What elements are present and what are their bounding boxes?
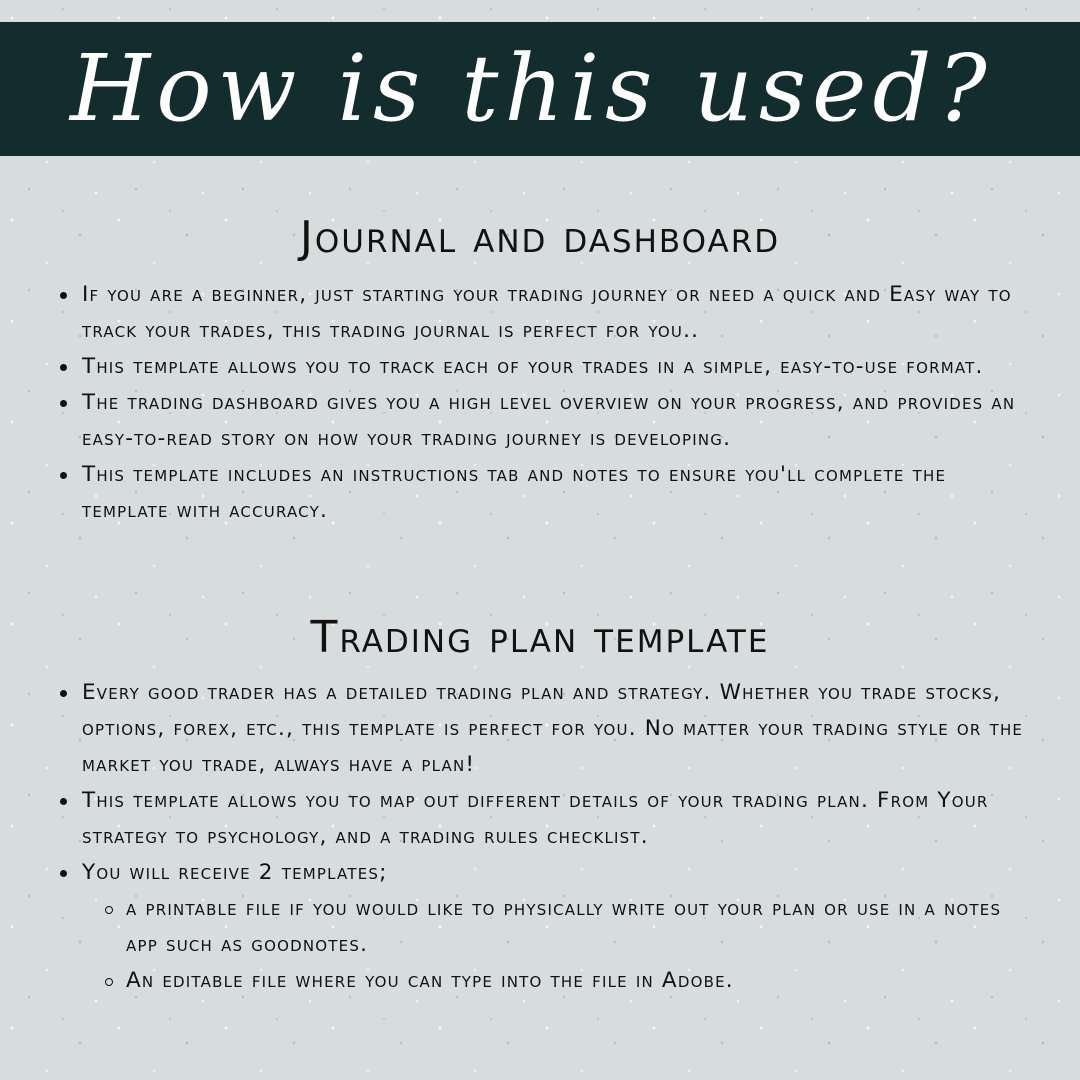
list-item — [0, 457, 1080, 529]
sub-list-item-text: An editable file where you can type into the file in Adobe. — [126, 968, 734, 993]
title-banner — [0, 22, 1080, 156]
sub-bullet-list — [82, 891, 1034, 999]
sub-list-item — [82, 963, 1034, 999]
sub-list-item — [82, 891, 1034, 963]
list-item — [0, 349, 1080, 385]
bullet-icon — [60, 292, 67, 299]
bullet-icon — [60, 798, 67, 805]
bullet-icon — [60, 870, 67, 877]
list-item-text: The trading dashboard gives you a high level overview on your progress, and provides an easy-to-read story on how your trading journey is developing. — [82, 390, 1016, 451]
bullet-icon — [60, 400, 67, 407]
list-item-text: This template includes an instructions tab and notes to ensure you'll complete the template with accuracy. — [82, 462, 947, 523]
bullet-icon — [60, 690, 67, 697]
bullet-list — [0, 675, 1080, 999]
bullet-icon — [60, 472, 67, 479]
section-trading-plan — [0, 612, 1080, 999]
bullet-icon — [60, 364, 67, 371]
section-heading: Trading plan template — [310, 612, 770, 663]
hollow-bullet-icon — [105, 906, 113, 914]
list-item — [0, 385, 1080, 457]
page-title: How is this used? — [70, 35, 993, 142]
list-item-text: This template allows you to track each of your trades in a simple, easy-to-use format. — [82, 354, 984, 379]
list-item — [0, 783, 1080, 855]
list-item — [0, 675, 1080, 783]
hollow-bullet-icon — [105, 978, 113, 986]
section-heading: Journal and dashboard — [299, 212, 781, 263]
list-item-text: If you are a beginner, just starting your trading journey or need a quick and Easy way to track your trades, this trading journal is perfect for you.. — [82, 282, 1012, 343]
list-item-text: You will receive 2 templates; — [82, 860, 388, 885]
bullet-list — [0, 277, 1080, 529]
sub-list-item-text: a printable file if you would like to physically write out your plan or use in a notes app such as goodnotes. — [126, 896, 1002, 957]
list-item-text: Every good trader has a detailed trading plan and strategy. Whether you trade stocks, options, forex, etc., this template is perfect for you. No matter your trading style or the market you trade, always have a plan! — [82, 680, 1024, 777]
list-item — [0, 855, 1080, 999]
list-item-text: This template allows you to map out different details of your trading plan. From Your strategy to psychology, and a trading rules checklist. — [82, 788, 989, 849]
section-journal-dashboard — [0, 212, 1080, 529]
list-item — [0, 277, 1080, 349]
